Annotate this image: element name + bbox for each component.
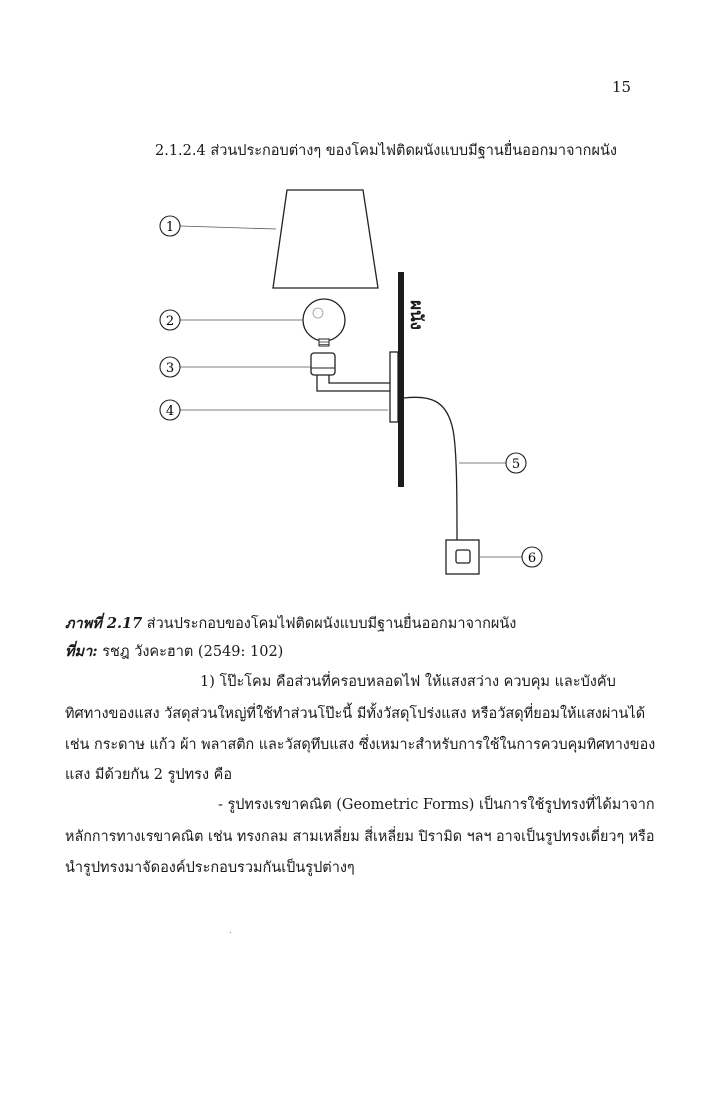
section-heading: 2.1.2.4 ส่วนประกอบต่างๆ ของโคมไฟติดผนังแบบมีฐานยื่นออกมาจากผนัง [155,143,617,159]
callout-6 [522,547,542,567]
callout-3 [160,357,180,377]
figure-source [65,640,283,663]
figure-label: ภาพที่ 2.17 [65,615,143,632]
page-number: 15 [612,78,632,96]
body-line-6: หลักการทางเรขาคณิต เช่น ทรงกลม สามเหลี่ยม สี่เหลี่ยม ปิรามิด ฯลฯ อาจเป็นรูปทรงเดี่ยวๆ หรือ [65,829,655,845]
bulb-base [319,339,329,346]
callout-3-label: 3 [165,361,175,376]
callout-2-label: 2 [165,314,175,329]
lamp-shade [273,190,378,288]
callout-4-label: 4 [165,404,175,419]
callout-1 [160,216,180,236]
figure-caption [65,612,516,635]
body-line-2: ทิศทางของแสง วัสดุส่วนใหญ่ที่ใช้ทำส่วนโป๊ะนี้ มีทั้งวัสดุโปร่งแสง หรือวัสดุที่ยอมให้แสงผ่านได้ [65,706,646,722]
body-line-4: แสง มีด้วยกัน 2 รูปทรง คือ [65,767,233,783]
lamp-socket [311,353,335,375]
body-line-3: เช่น กระดาษ แก้ว ผ้า พลาสติก และวัสดุทึบแสง ซึ่งเหมาะสำหรับการใช้ในการควบคุมทิศทางของ [65,737,656,753]
body-line-7: นำรูปทรงมาจัดองค์ประกอบรวมกันเป็นรูปต่างๆ [65,860,355,876]
source-label: ที่มา: [65,643,98,660]
callout-4 [160,400,180,420]
scan-speck: · [229,928,233,939]
body-line-1: 1) โป๊ะโคม คือส่วนที่ครอบหลอดไฟ ให้แสงสว่าง ควบคุม และบังคับ [200,674,616,690]
wall-label: ผนัง [406,300,426,330]
source-text: รชฎ วังคะฮาต (2549: 102) [102,644,284,660]
light-bulb [303,299,345,341]
callout-5-label: 5 [511,457,521,472]
wall [398,272,404,487]
callout-5 [506,453,526,473]
callout-1-label: 1 [165,220,175,235]
callout-2 [160,310,180,330]
figure-text: ส่วนประกอบของโคมไฟติดผนังแบบมีฐานยื่นออกมาจากผนัง [146,616,517,632]
wall-plate [390,352,398,422]
power-cord [404,397,457,540]
body-line-5: - รูปทรงเรขาคณิต (Geometric Forms) เป็นการใช้รูปทรงที่ได้มาจาก [218,797,655,813]
callout-6-label: 6 [527,551,537,566]
